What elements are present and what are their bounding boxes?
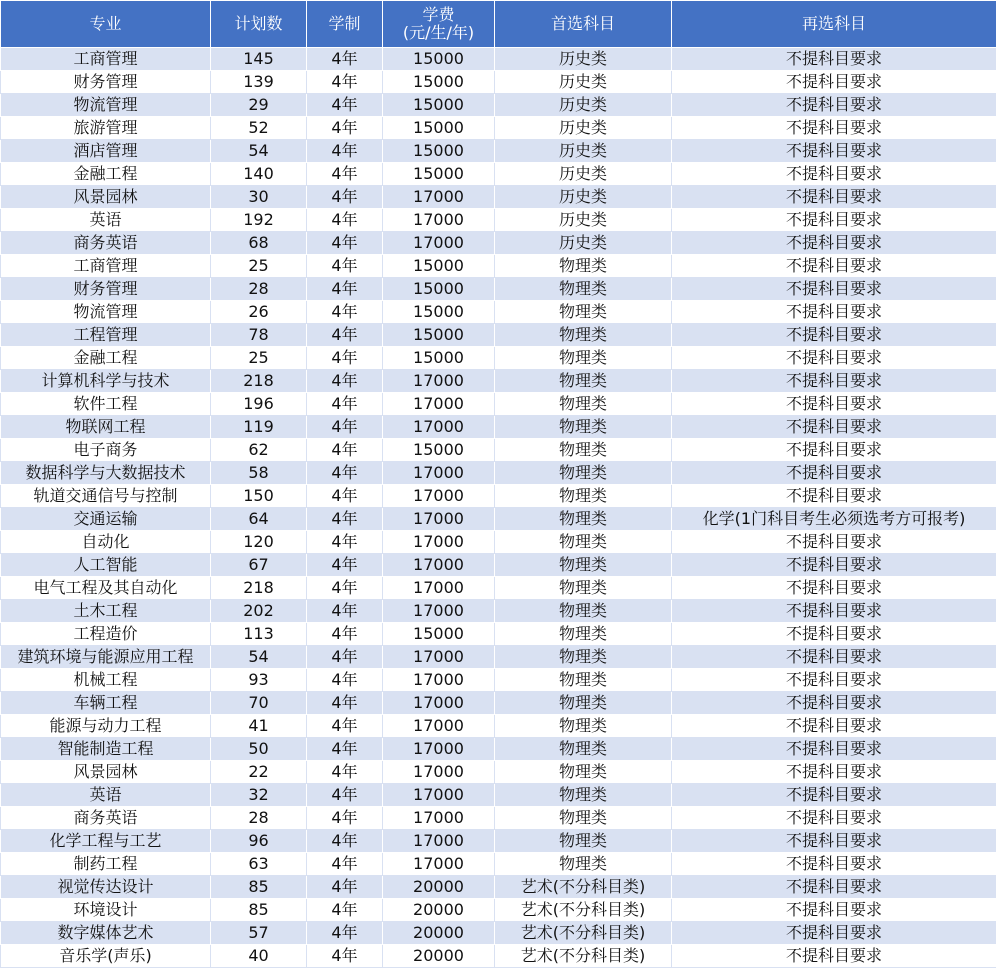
cell-second-subject: 不提科目要求 [672, 370, 996, 393]
cell-tuition: 17000 [383, 554, 495, 577]
table-row [1, 232, 996, 255]
cell-first-subject: 物理类 [495, 439, 672, 462]
cell-first-subject: 历史类 [495, 232, 672, 255]
cell-first-subject: 物理类 [495, 761, 672, 784]
table-row [1, 117, 996, 140]
cell-plan-count: 218 [211, 370, 307, 393]
cell-duration: 4年 [307, 853, 383, 876]
table-row [1, 485, 996, 508]
cell-first-subject: 物理类 [495, 485, 672, 508]
cell-tuition: 17000 [383, 416, 495, 439]
table-row [1, 577, 996, 600]
cell-duration: 4年 [307, 485, 383, 508]
cell-tuition: 17000 [383, 485, 495, 508]
cell-plan-count: 40 [211, 945, 307, 968]
cell-duration: 4年 [307, 462, 383, 485]
cell-plan-count: 28 [211, 807, 307, 830]
table-row [1, 163, 996, 186]
table-row [1, 370, 996, 393]
cell-second-subject: 不提科目要求 [672, 577, 996, 600]
cell-major: 数字媒体艺术 [1, 922, 211, 945]
table-row [1, 600, 996, 623]
cell-major: 交通运输 [1, 508, 211, 531]
cell-first-subject: 物理类 [495, 830, 672, 853]
cell-plan-count: 22 [211, 761, 307, 784]
table-row [1, 692, 996, 715]
table-row [1, 807, 996, 830]
cell-tuition: 15000 [383, 324, 495, 347]
cell-plan-count: 139 [211, 71, 307, 94]
cell-plan-count: 63 [211, 853, 307, 876]
cell-plan-count: 192 [211, 209, 307, 232]
header-first-subject: 首选科目 [495, 1, 672, 48]
cell-second-subject: 不提科目要求 [672, 945, 996, 968]
cell-tuition: 17000 [383, 646, 495, 669]
cell-duration: 4年 [307, 209, 383, 232]
cell-first-subject: 物理类 [495, 577, 672, 600]
cell-tuition: 17000 [383, 209, 495, 232]
table-row [1, 140, 996, 163]
table-row [1, 48, 996, 71]
cell-first-subject: 物理类 [495, 531, 672, 554]
cell-first-subject: 物理类 [495, 692, 672, 715]
cell-major: 制药工程 [1, 853, 211, 876]
cell-major: 旅游管理 [1, 117, 211, 140]
cell-major: 环境设计 [1, 899, 211, 922]
cell-plan-count: 120 [211, 531, 307, 554]
cell-plan-count: 28 [211, 278, 307, 301]
table-row [1, 554, 996, 577]
cell-duration: 4年 [307, 646, 383, 669]
cell-plan-count: 145 [211, 48, 307, 71]
cell-first-subject: 物理类 [495, 462, 672, 485]
cell-first-subject: 物理类 [495, 623, 672, 646]
cell-plan-count: 57 [211, 922, 307, 945]
cell-tuition: 15000 [383, 347, 495, 370]
cell-tuition: 20000 [383, 945, 495, 968]
table-body [1, 48, 996, 968]
cell-duration: 4年 [307, 922, 383, 945]
cell-duration: 4年 [307, 324, 383, 347]
cell-major: 物流管理 [1, 301, 211, 324]
cell-first-subject: 物理类 [495, 324, 672, 347]
cell-duration: 4年 [307, 370, 383, 393]
cell-tuition: 15000 [383, 48, 495, 71]
cell-major: 人工智能 [1, 554, 211, 577]
table-row [1, 94, 996, 117]
cell-plan-count: 25 [211, 347, 307, 370]
cell-duration: 4年 [307, 278, 383, 301]
table-row [1, 646, 996, 669]
cell-plan-count: 64 [211, 508, 307, 531]
cell-major: 物联网工程 [1, 416, 211, 439]
cell-duration: 4年 [307, 577, 383, 600]
cell-duration: 4年 [307, 48, 383, 71]
cell-major: 视觉传达设计 [1, 876, 211, 899]
cell-second-subject: 不提科目要求 [672, 163, 996, 186]
cell-tuition: 17000 [383, 508, 495, 531]
cell-plan-count: 85 [211, 876, 307, 899]
cell-major: 商务英语 [1, 807, 211, 830]
table-row [1, 508, 996, 531]
cell-duration: 4年 [307, 71, 383, 94]
cell-duration: 4年 [307, 692, 383, 715]
cell-tuition: 17000 [383, 830, 495, 853]
cell-plan-count: 26 [211, 301, 307, 324]
cell-second-subject: 不提科目要求 [672, 94, 996, 117]
cell-first-subject: 历史类 [495, 117, 672, 140]
cell-tuition: 15000 [383, 255, 495, 278]
cell-tuition: 17000 [383, 600, 495, 623]
cell-major: 英语 [1, 209, 211, 232]
cell-tuition: 15000 [383, 71, 495, 94]
cell-major: 机械工程 [1, 669, 211, 692]
cell-tuition: 20000 [383, 899, 495, 922]
cell-first-subject: 物理类 [495, 370, 672, 393]
cell-plan-count: 50 [211, 738, 307, 761]
cell-second-subject: 不提科目要求 [672, 600, 996, 623]
cell-second-subject: 不提科目要求 [672, 899, 996, 922]
cell-second-subject: 不提科目要求 [672, 531, 996, 554]
cell-first-subject: 物理类 [495, 646, 672, 669]
table-row [1, 899, 996, 922]
table-row [1, 324, 996, 347]
cell-tuition: 17000 [383, 692, 495, 715]
table-row [1, 784, 996, 807]
cell-duration: 4年 [307, 784, 383, 807]
table-row [1, 945, 996, 968]
table-row [1, 623, 996, 646]
header-row [1, 1, 996, 48]
cell-first-subject: 物理类 [495, 600, 672, 623]
cell-duration: 4年 [307, 623, 383, 646]
cell-first-subject: 历史类 [495, 94, 672, 117]
cell-plan-count: 52 [211, 117, 307, 140]
cell-plan-count: 218 [211, 577, 307, 600]
cell-plan-count: 93 [211, 669, 307, 692]
cell-second-subject: 不提科目要求 [672, 462, 996, 485]
cell-tuition: 15000 [383, 140, 495, 163]
cell-major: 轨道交通信号与控制 [1, 485, 211, 508]
cell-major: 软件工程 [1, 393, 211, 416]
cell-plan-count: 29 [211, 94, 307, 117]
cell-second-subject: 不提科目要求 [672, 761, 996, 784]
cell-duration: 4年 [307, 94, 383, 117]
cell-tuition: 15000 [383, 439, 495, 462]
cell-duration: 4年 [307, 945, 383, 968]
cell-second-subject: 不提科目要求 [672, 416, 996, 439]
cell-major: 电子商务 [1, 439, 211, 462]
table-row [1, 186, 996, 209]
table-row [1, 876, 996, 899]
cell-second-subject: 不提科目要求 [672, 646, 996, 669]
cell-tuition: 15000 [383, 301, 495, 324]
cell-duration: 4年 [307, 347, 383, 370]
table-header [1, 1, 996, 48]
table-row [1, 416, 996, 439]
cell-tuition: 15000 [383, 623, 495, 646]
header-tuition [383, 1, 495, 48]
cell-major: 工商管理 [1, 48, 211, 71]
cell-major: 金融工程 [1, 347, 211, 370]
cell-plan-count: 85 [211, 899, 307, 922]
cell-major: 工程管理 [1, 324, 211, 347]
cell-tuition: 17000 [383, 577, 495, 600]
cell-major: 酒店管理 [1, 140, 211, 163]
cell-first-subject: 艺术(不分科目类) [495, 899, 672, 922]
table-row [1, 830, 996, 853]
cell-second-subject: 化学(1门科目考生必须选考方可报考) [672, 508, 996, 531]
cell-plan-count: 54 [211, 646, 307, 669]
cell-tuition: 17000 [383, 853, 495, 876]
cell-duration: 4年 [307, 554, 383, 577]
cell-second-subject: 不提科目要求 [672, 784, 996, 807]
header-second-subject: 再选科目 [672, 1, 996, 48]
cell-second-subject: 不提科目要求 [672, 922, 996, 945]
cell-second-subject: 不提科目要求 [672, 692, 996, 715]
cell-duration: 4年 [307, 163, 383, 186]
cell-tuition: 15000 [383, 94, 495, 117]
header-major: 专业 [1, 1, 211, 48]
cell-plan-count: 68 [211, 232, 307, 255]
cell-tuition: 17000 [383, 186, 495, 209]
header-duration: 学制 [307, 1, 383, 48]
cell-first-subject: 艺术(不分科目类) [495, 922, 672, 945]
header-tuition-line1: 学费 [422, 5, 455, 24]
cell-first-subject: 历史类 [495, 209, 672, 232]
cell-major: 建筑环境与能源应用工程 [1, 646, 211, 669]
cell-plan-count: 196 [211, 393, 307, 416]
cell-first-subject: 物理类 [495, 853, 672, 876]
cell-second-subject: 不提科目要求 [672, 48, 996, 71]
cell-tuition: 15000 [383, 163, 495, 186]
cell-plan-count: 30 [211, 186, 307, 209]
cell-second-subject: 不提科目要求 [672, 278, 996, 301]
cell-duration: 4年 [307, 600, 383, 623]
cell-tuition: 17000 [383, 715, 495, 738]
cell-second-subject: 不提科目要求 [672, 117, 996, 140]
cell-plan-count: 96 [211, 830, 307, 853]
table-row [1, 715, 996, 738]
cell-first-subject: 历史类 [495, 71, 672, 94]
cell-tuition: 17000 [383, 462, 495, 485]
table-row [1, 439, 996, 462]
cell-duration: 4年 [307, 876, 383, 899]
cell-second-subject: 不提科目要求 [672, 876, 996, 899]
cell-tuition: 17000 [383, 232, 495, 255]
cell-first-subject: 历史类 [495, 186, 672, 209]
cell-tuition: 17000 [383, 807, 495, 830]
cell-duration: 4年 [307, 232, 383, 255]
table-row [1, 301, 996, 324]
cell-second-subject: 不提科目要求 [672, 301, 996, 324]
cell-duration: 4年 [307, 807, 383, 830]
cell-tuition: 17000 [383, 393, 495, 416]
cell-second-subject: 不提科目要求 [672, 140, 996, 163]
cell-plan-count: 32 [211, 784, 307, 807]
cell-major: 电气工程及其自动化 [1, 577, 211, 600]
cell-major: 财务管理 [1, 278, 211, 301]
cell-duration: 4年 [307, 439, 383, 462]
table-row [1, 209, 996, 232]
cell-first-subject: 物理类 [495, 784, 672, 807]
cell-duration: 4年 [307, 508, 383, 531]
cell-major: 风景园林 [1, 186, 211, 209]
cell-major: 车辆工程 [1, 692, 211, 715]
cell-tuition: 17000 [383, 784, 495, 807]
cell-duration: 4年 [307, 715, 383, 738]
cell-major: 工程造价 [1, 623, 211, 646]
cell-plan-count: 62 [211, 439, 307, 462]
cell-plan-count: 140 [211, 163, 307, 186]
cell-major: 英语 [1, 784, 211, 807]
cell-tuition: 17000 [383, 761, 495, 784]
cell-tuition: 15000 [383, 117, 495, 140]
cell-plan-count: 70 [211, 692, 307, 715]
cell-first-subject: 物理类 [495, 554, 672, 577]
cell-major: 物流管理 [1, 94, 211, 117]
cell-first-subject: 物理类 [495, 715, 672, 738]
cell-first-subject: 物理类 [495, 416, 672, 439]
cell-major: 财务管理 [1, 71, 211, 94]
cell-tuition: 17000 [383, 531, 495, 554]
table-row [1, 922, 996, 945]
cell-first-subject: 物理类 [495, 508, 672, 531]
cell-plan-count: 41 [211, 715, 307, 738]
cell-duration: 4年 [307, 738, 383, 761]
cell-duration: 4年 [307, 416, 383, 439]
cell-duration: 4年 [307, 186, 383, 209]
cell-second-subject: 不提科目要求 [672, 186, 996, 209]
cell-second-subject: 不提科目要求 [672, 439, 996, 462]
cell-major: 工商管理 [1, 255, 211, 278]
cell-tuition: 17000 [383, 669, 495, 692]
table-row [1, 761, 996, 784]
cell-major: 数据科学与大数据技术 [1, 462, 211, 485]
cell-plan-count: 58 [211, 462, 307, 485]
cell-second-subject: 不提科目要求 [672, 807, 996, 830]
cell-duration: 4年 [307, 899, 383, 922]
cell-plan-count: 67 [211, 554, 307, 577]
cell-major: 土木工程 [1, 600, 211, 623]
cell-tuition: 15000 [383, 278, 495, 301]
cell-second-subject: 不提科目要求 [672, 71, 996, 94]
cell-first-subject: 物理类 [495, 301, 672, 324]
cell-tuition: 20000 [383, 922, 495, 945]
cell-major: 音乐学(声乐) [1, 945, 211, 968]
header-tuition-line2: (元/生/年) [402, 23, 475, 42]
cell-first-subject: 物理类 [495, 807, 672, 830]
cell-plan-count: 25 [211, 255, 307, 278]
cell-duration: 4年 [307, 255, 383, 278]
cell-first-subject: 物理类 [495, 278, 672, 301]
table-row [1, 853, 996, 876]
table-row [1, 669, 996, 692]
cell-first-subject: 物理类 [495, 255, 672, 278]
cell-major: 风景园林 [1, 761, 211, 784]
cell-second-subject: 不提科目要求 [672, 232, 996, 255]
table-row [1, 462, 996, 485]
cell-plan-count: 202 [211, 600, 307, 623]
cell-duration: 4年 [307, 669, 383, 692]
table-row [1, 738, 996, 761]
cell-second-subject: 不提科目要求 [672, 393, 996, 416]
cell-major: 能源与动力工程 [1, 715, 211, 738]
cell-duration: 4年 [307, 830, 383, 853]
cell-first-subject: 历史类 [495, 140, 672, 163]
cell-second-subject: 不提科目要求 [672, 209, 996, 232]
cell-plan-count: 119 [211, 416, 307, 439]
cell-first-subject: 物理类 [495, 738, 672, 761]
cell-first-subject: 艺术(不分科目类) [495, 876, 672, 899]
cell-duration: 4年 [307, 531, 383, 554]
cell-first-subject: 物理类 [495, 393, 672, 416]
cell-second-subject: 不提科目要求 [672, 830, 996, 853]
cell-major: 商务英语 [1, 232, 211, 255]
cell-major: 计算机科学与技术 [1, 370, 211, 393]
cell-plan-count: 113 [211, 623, 307, 646]
cell-plan-count: 150 [211, 485, 307, 508]
table-row [1, 255, 996, 278]
cell-duration: 4年 [307, 393, 383, 416]
table-row [1, 347, 996, 370]
table-row [1, 278, 996, 301]
cell-duration: 4年 [307, 761, 383, 784]
cell-tuition: 17000 [383, 738, 495, 761]
cell-first-subject: 物理类 [495, 669, 672, 692]
cell-second-subject: 不提科目要求 [672, 853, 996, 876]
cell-tuition: 17000 [383, 370, 495, 393]
cell-tuition: 20000 [383, 876, 495, 899]
cell-first-subject: 物理类 [495, 347, 672, 370]
header-plan-count: 计划数 [211, 1, 307, 48]
cell-second-subject: 不提科目要求 [672, 255, 996, 278]
cell-first-subject: 历史类 [495, 48, 672, 71]
cell-second-subject: 不提科目要求 [672, 738, 996, 761]
cell-duration: 4年 [307, 140, 383, 163]
table-row [1, 71, 996, 94]
cell-second-subject: 不提科目要求 [672, 623, 996, 646]
cell-second-subject: 不提科目要求 [672, 347, 996, 370]
cell-second-subject: 不提科目要求 [672, 554, 996, 577]
cell-major: 自动化 [1, 531, 211, 554]
cell-plan-count: 78 [211, 324, 307, 347]
cell-second-subject: 不提科目要求 [672, 485, 996, 508]
cell-first-subject: 历史类 [495, 163, 672, 186]
cell-second-subject: 不提科目要求 [672, 669, 996, 692]
cell-second-subject: 不提科目要求 [672, 715, 996, 738]
table-row [1, 531, 996, 554]
cell-first-subject: 艺术(不分科目类) [495, 945, 672, 968]
table-row [1, 393, 996, 416]
cell-plan-count: 54 [211, 140, 307, 163]
cell-major: 金融工程 [1, 163, 211, 186]
cell-duration: 4年 [307, 117, 383, 140]
cell-second-subject: 不提科目要求 [672, 324, 996, 347]
cell-major: 化学工程与工艺 [1, 830, 211, 853]
cell-major: 智能制造工程 [1, 738, 211, 761]
cell-duration: 4年 [307, 301, 383, 324]
